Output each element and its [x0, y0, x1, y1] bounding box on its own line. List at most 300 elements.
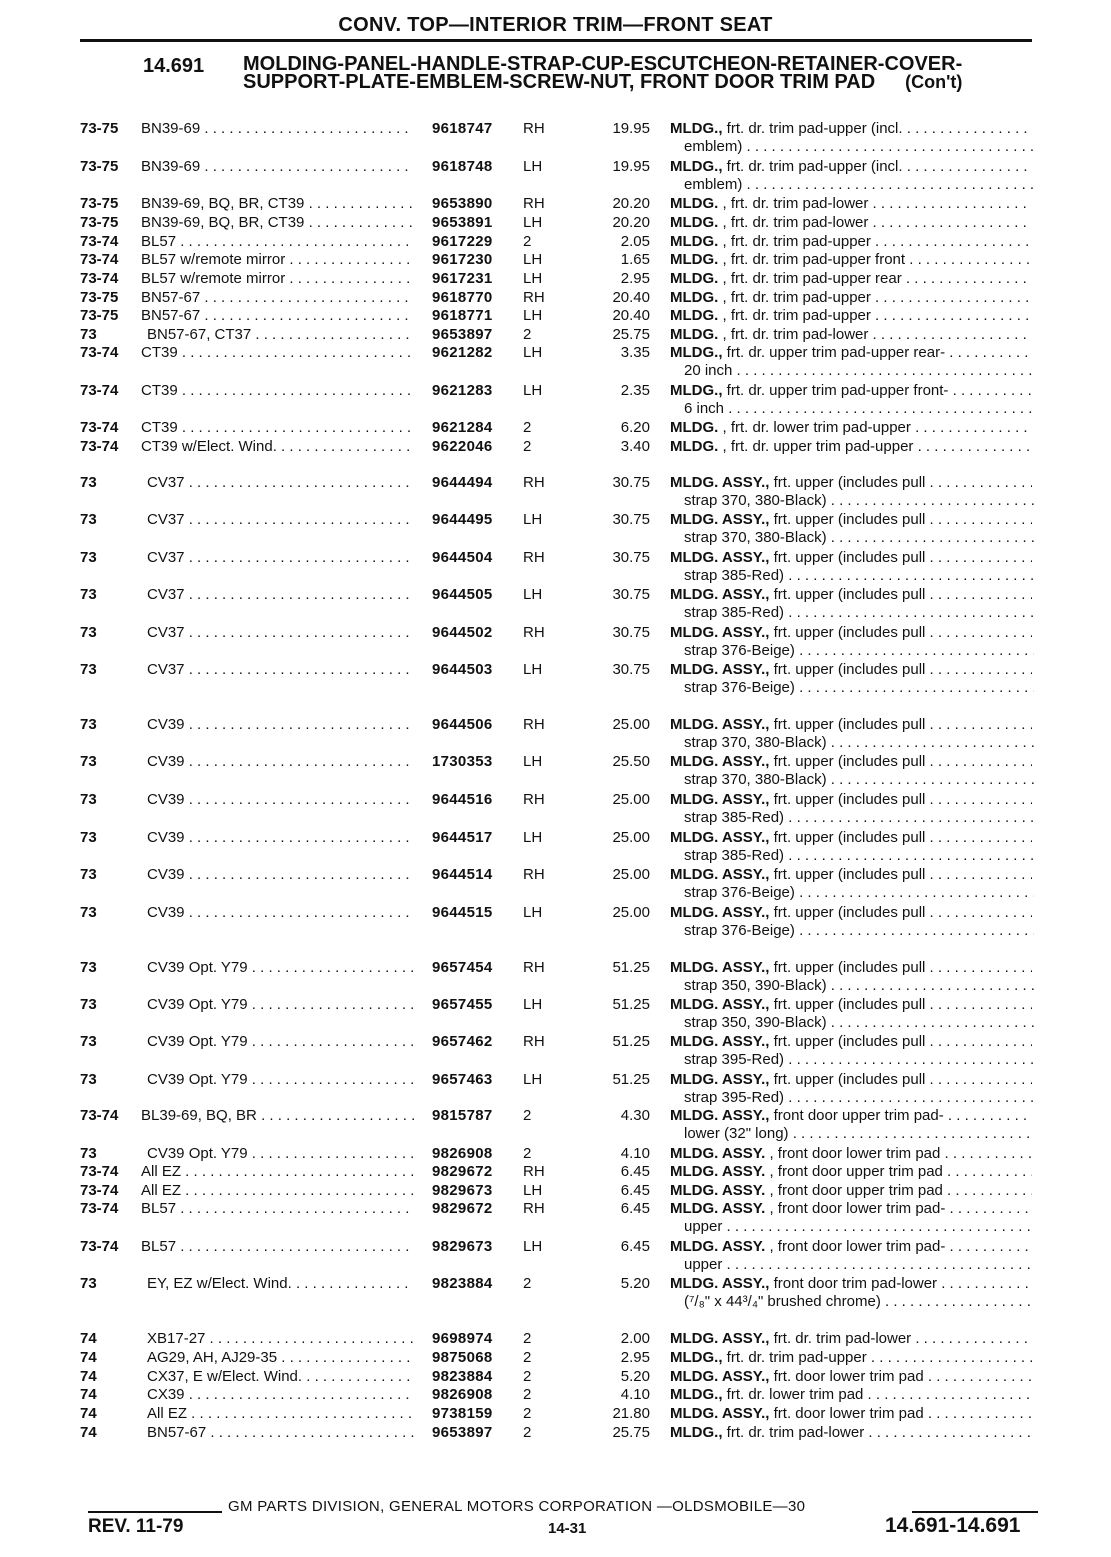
row-year: 73 [80, 661, 97, 678]
row-part-number: 9617230 [432, 251, 493, 268]
row-price: 6.45 [620, 1200, 650, 1217]
row-description [670, 1145, 1032, 1163]
row-year: 73-75 [80, 307, 119, 324]
row-model: CV37 . . . [147, 586, 414, 604]
row-quantity: LH [523, 158, 543, 175]
row-quantity: LH [523, 270, 543, 287]
row-description-abbrev: MLDG. ASSY. [670, 1200, 766, 1217]
row-part-number: 9826908 [432, 1145, 493, 1162]
row-part-number: 9621282 [432, 344, 493, 361]
row-price: 25.00 [612, 866, 650, 883]
section-continued: (Con't) [905, 72, 963, 92]
row-quantity: RH [523, 120, 545, 137]
row-price: 30.75 [612, 661, 650, 678]
row-price: 30.75 [612, 474, 650, 491]
row-model: CV39 . . . [147, 866, 414, 884]
row-quantity: 2 [523, 419, 532, 436]
row-description-abbrev: MLDG., [670, 158, 723, 175]
row-description [670, 996, 1032, 1014]
row-price: 20.40 [612, 307, 650, 324]
row-description-abbrev: MLDG. ASSY., [670, 1330, 770, 1347]
row-quantity: RH [523, 791, 545, 808]
row-price: 3.40 [620, 438, 650, 455]
row-description [670, 1071, 1032, 1089]
row-part-number: 9617231 [432, 270, 493, 287]
footer-rule-right [912, 1511, 1038, 1513]
row-description-text: , frt. dr. trim pad-upper [718, 289, 871, 306]
row-description-continued: strap 370, 380-Black) . . . [684, 734, 1034, 752]
row-model: All EZ . . . [147, 1405, 414, 1423]
row-year: 73-74 [80, 1238, 119, 1255]
row-description-text: frt. door lower trim pad [769, 1368, 924, 1385]
row-model: CV39 Opt. Y79 . . . [147, 1145, 414, 1163]
row-model: CV39 Opt. Y79 . . . [147, 1071, 414, 1089]
row-price: 25.00 [612, 829, 650, 846]
row-description-abbrev: MLDG. ASSY. [670, 1182, 766, 1199]
row-quantity: 2 [523, 1368, 532, 1385]
row-part-number: 1730353 [432, 753, 493, 770]
row-description-continued: strap 376-Beige) . . . [684, 922, 1034, 940]
row-description-abbrev: MLDG. ASSY. [670, 1145, 766, 1162]
row-price: 5.20 [620, 1368, 650, 1385]
row-year: 73 [80, 624, 97, 641]
row-quantity: LH [523, 661, 543, 678]
row-description-continued: strap 370, 380-Black) . . . [684, 771, 1034, 789]
row-quantity: LH [523, 251, 543, 268]
row-quantity: RH [523, 1200, 545, 1217]
row-year: 73 [80, 959, 97, 976]
row-part-number: 9618771 [432, 307, 493, 324]
row-part-number: 9698974 [432, 1330, 493, 1347]
row-part-number: 9617229 [432, 233, 493, 250]
row-model: BN39-69 . . . [141, 120, 414, 138]
row-part-number: 9644505 [432, 586, 493, 603]
row-description-text: frt. upper (includes pull [769, 624, 926, 641]
row-price: 6.45 [620, 1163, 650, 1180]
row-year: 73 [80, 829, 97, 846]
row-description-text: , frt. dr. upper trim pad-upper [718, 438, 914, 455]
row-price: 2.95 [620, 270, 650, 287]
row-year: 74 [80, 1368, 97, 1385]
row-description-abbrev: MLDG. [670, 326, 719, 343]
row-description-text: , frt. dr. trim pad-upper rear [718, 270, 902, 287]
row-model: BN57-67 . . . [141, 289, 414, 307]
row-description-abbrev: MLDG., [670, 344, 723, 361]
row-description-abbrev: MLDG. ASSY., [670, 829, 770, 846]
row-quantity: 2 [523, 1107, 532, 1124]
row-description [670, 866, 1032, 884]
row-description-text: frt. upper (includes pull [769, 511, 926, 528]
row-model: BN39-69, BQ, BR, CT39 . . . [141, 195, 414, 213]
row-description [670, 438, 1032, 456]
row-model: CV39 Opt. Y79 . . . [147, 1033, 414, 1051]
row-price: 6.20 [620, 419, 650, 436]
row-price: 30.75 [612, 511, 650, 528]
row-model: CT39 . . . [141, 344, 414, 362]
section-number: 14.691 [143, 55, 205, 77]
row-model: BN39-69 . . . [141, 158, 414, 176]
row-quantity: RH [523, 195, 545, 212]
page-header-title: CONV. TOP—INTERIOR TRIM—FRONT SEAT [338, 14, 773, 36]
row-model: CV39 . . . [147, 791, 414, 809]
row-price: 25.75 [612, 1424, 650, 1441]
row-price: 6.45 [620, 1238, 650, 1255]
row-quantity: RH [523, 1033, 545, 1050]
row-description-abbrev: MLDG. ASSY., [670, 549, 770, 566]
row-price: 30.75 [612, 549, 650, 566]
row-quantity: LH [523, 904, 543, 921]
footer-page-number: 14-31 [548, 1520, 587, 1537]
row-year: 73 [80, 866, 97, 883]
row-price: 3.35 [620, 344, 650, 361]
row-description-abbrev: MLDG. ASSY., [670, 959, 770, 976]
row-description-text: , frt. dr. trim pad-lower [718, 214, 869, 231]
row-description-continued: upper . . . [684, 1256, 1034, 1274]
row-description [670, 1330, 1032, 1348]
row-quantity: LH [523, 344, 543, 361]
row-year: 74 [80, 1349, 97, 1366]
row-model: AG29, AH, AJ29-35 . . . [147, 1349, 414, 1367]
row-year: 73-74 [80, 1163, 119, 1180]
row-quantity: LH [523, 214, 543, 231]
row-part-number: 9644503 [432, 661, 493, 678]
row-model: CV37 . . . [147, 474, 414, 492]
row-description-text: , frt. dr. trim pad-upper [718, 307, 871, 324]
row-price: 20.40 [612, 289, 650, 306]
row-year: 73-75 [80, 158, 119, 175]
row-price: 2.35 [620, 382, 650, 399]
row-model: CT39 . . . [141, 382, 414, 400]
row-description-abbrev: MLDG. ASSY., [670, 1275, 770, 1292]
row-part-number: 9829673 [432, 1238, 493, 1255]
row-description-continued: strap 385-Red) . . . [684, 604, 1034, 622]
row-part-number: 9644504 [432, 549, 493, 566]
row-description-abbrev: MLDG. ASSY., [670, 661, 770, 678]
row-year: 73 [80, 753, 97, 770]
footer-revision: REV. 11-79 [88, 1516, 184, 1537]
row-year: 73-74 [80, 438, 119, 455]
row-year: 74 [80, 1386, 97, 1403]
row-description-continued: 20 inch . . . [684, 362, 1034, 380]
row-description [670, 344, 1032, 362]
row-quantity: LH [523, 1071, 543, 1088]
row-model: CV37 . . . [147, 511, 414, 529]
row-model: CV37 . . . [147, 624, 414, 642]
row-price: 6.45 [620, 1182, 650, 1199]
row-description-text: frt. dr. trim pad-upper (incl. [722, 158, 903, 175]
row-year: 73-74 [80, 419, 119, 436]
row-description-continued: (⁷/₈" x 44³/₄" brushed chrome) . . . [684, 1293, 1034, 1311]
row-description-abbrev: MLDG. [670, 270, 719, 287]
row-description-abbrev: MLDG. [670, 289, 719, 306]
row-description-text: , front door upper trim pad [765, 1163, 943, 1180]
row-part-number: 9738159 [432, 1405, 493, 1422]
row-model: CV39 . . . [147, 904, 414, 922]
row-description [670, 791, 1032, 809]
row-description-continued: strap 376-Beige) . . . [684, 884, 1034, 902]
row-description-continued: strap 350, 390-Black) . . . [684, 977, 1034, 995]
row-description-text: , front door upper trim pad [765, 1182, 943, 1199]
row-description-text: frt. upper (includes pull [769, 1033, 926, 1050]
row-description-abbrev: MLDG. ASSY., [670, 904, 770, 921]
row-part-number: 9657454 [432, 959, 493, 976]
row-description-text: frt. upper (includes pull [769, 586, 926, 603]
row-year: 73-74 [80, 1182, 119, 1199]
row-price: 25.50 [612, 753, 650, 770]
row-description-continued: emblem) . . . [684, 176, 1034, 194]
row-year: 73 [80, 791, 97, 808]
row-model: BL57 w/remote mirror . . . [141, 251, 414, 269]
row-part-number: 9815787 [432, 1107, 493, 1124]
row-model: CT39 . . . [141, 419, 414, 437]
row-price: 1.65 [620, 251, 650, 268]
row-description-continued: strap 385-Red) . . . [684, 847, 1034, 865]
row-description [670, 586, 1032, 604]
row-description [670, 251, 1032, 269]
row-description-text: , front door lower trim pad- [765, 1238, 946, 1255]
row-year: 73 [80, 716, 97, 733]
row-description-text: frt. upper (includes pull [769, 753, 926, 770]
row-price: 5.20 [620, 1275, 650, 1292]
row-quantity: LH [523, 586, 543, 603]
row-quantity: 2 [523, 1145, 532, 1162]
row-description-continued: strap 385-Red) . . . [684, 809, 1034, 827]
row-year: 73-74 [80, 233, 119, 250]
row-description-abbrev: MLDG. ASSY., [670, 1071, 770, 1088]
row-year: 73 [80, 1033, 97, 1050]
row-description [670, 829, 1032, 847]
row-year: 73-74 [80, 251, 119, 268]
row-description [670, 1163, 1032, 1181]
row-model: BN57-67 . . . [141, 307, 414, 325]
row-model: XB17-27 . . . [147, 1330, 414, 1348]
row-description-abbrev: MLDG. ASSY. [670, 1163, 766, 1180]
footer-corporation: GM PARTS DIVISION, GENERAL MOTORS CORPORATION —OLDSMOBILE—30 [228, 1498, 806, 1515]
row-part-number: 9618748 [432, 158, 493, 175]
row-year: 74 [80, 1424, 97, 1441]
row-quantity: RH [523, 289, 545, 306]
row-price: 30.75 [612, 624, 650, 641]
row-year: 73 [80, 511, 97, 528]
row-price: 25.00 [612, 791, 650, 808]
row-part-number: 9829672 [432, 1200, 493, 1217]
row-description [670, 195, 1032, 213]
row-description-abbrev: MLDG. [670, 419, 719, 436]
row-description-text: frt. upper (includes pull [769, 716, 926, 733]
row-year: 73-75 [80, 289, 119, 306]
row-description [670, 233, 1032, 251]
row-part-number: 9657463 [432, 1071, 493, 1088]
row-description [670, 214, 1032, 232]
row-price: 25.00 [612, 904, 650, 921]
row-description-text: frt. upper (includes pull [769, 791, 926, 808]
row-description-abbrev: MLDG. [670, 195, 719, 212]
row-part-number: 9621283 [432, 382, 493, 399]
row-year: 73-74 [80, 1107, 119, 1124]
row-year: 73 [80, 904, 97, 921]
row-description-abbrev: MLDG., [670, 120, 723, 137]
row-description [670, 419, 1032, 437]
row-price: 20.20 [612, 214, 650, 231]
row-quantity: LH [523, 382, 543, 399]
row-description-text: frt. upper (includes pull [769, 904, 926, 921]
row-description-text: frt. dr. lower trim pad [722, 1386, 864, 1403]
row-description-continued: strap 350, 390-Black) . . . [684, 1014, 1034, 1032]
row-year: 73-74 [80, 344, 119, 361]
row-part-number: 9644516 [432, 791, 493, 808]
row-part-number: 9653891 [432, 214, 493, 231]
row-part-number: 9644494 [432, 474, 493, 491]
row-quantity: LH [523, 1182, 543, 1199]
row-description [670, 1275, 1032, 1293]
row-description-abbrev: MLDG. ASSY., [670, 1405, 770, 1422]
row-description [670, 474, 1032, 492]
row-description-abbrev: MLDG. ASSY., [670, 1368, 770, 1385]
row-description [670, 1033, 1032, 1051]
row-description [670, 382, 1032, 400]
row-quantity: RH [523, 549, 545, 566]
row-year: 73 [80, 1275, 97, 1292]
row-description-abbrev: MLDG. ASSY., [670, 511, 770, 528]
row-model: BL39-69, BQ, BR . . . [141, 1107, 414, 1125]
row-year: 73-74 [80, 382, 119, 399]
row-year: 73-75 [80, 214, 119, 231]
row-description [670, 716, 1032, 734]
row-year: 73-74 [80, 1200, 119, 1217]
row-part-number: 9644514 [432, 866, 493, 883]
section-title-text: MOLDING-PANEL-HANDLE-STRAP-CUP-ESCUTCHEON-RETAINER-COVER-SUPPORT-PLATE-EMBLEM-SCREW-NUT, FRONT DOOR TRIM PAD [243, 53, 963, 93]
row-part-number: 9657455 [432, 996, 493, 1013]
row-year: 73 [80, 474, 97, 491]
row-model: CV37 . . . [147, 661, 414, 679]
row-price: 2.95 [620, 1349, 650, 1366]
row-description-abbrev: MLDG. ASSY., [670, 716, 770, 733]
row-description-text: , front door lower trim pad- [765, 1200, 946, 1217]
row-description-abbrev: MLDG. ASSY., [670, 753, 770, 770]
row-description-continued: strap 395-Red) . . . [684, 1051, 1034, 1069]
row-description [670, 1182, 1032, 1200]
row-description-continued: upper . . . [684, 1218, 1034, 1236]
row-description-text: frt. dr. trim pad-lower [722, 1424, 865, 1441]
row-part-number: 9875068 [432, 1349, 493, 1366]
row-description [670, 1386, 1032, 1404]
row-quantity: RH [523, 474, 545, 491]
row-year: 73 [80, 549, 97, 566]
footer-rule-left [88, 1511, 222, 1513]
row-description-abbrev: MLDG. [670, 233, 719, 250]
row-description [670, 307, 1032, 325]
row-description [670, 158, 1032, 176]
row-description-abbrev: MLDG. [670, 307, 719, 324]
row-model: CV37 . . . [147, 549, 414, 567]
row-description-text: frt. upper (includes pull [769, 959, 926, 976]
row-description [670, 1200, 1032, 1218]
row-description [670, 1349, 1032, 1367]
row-year: 74 [80, 1405, 97, 1422]
row-description-abbrev: MLDG. [670, 214, 719, 231]
row-quantity: 2 [523, 1405, 532, 1422]
row-model: CT39 w/Elect. Wind. . . . [141, 438, 414, 456]
row-description [670, 549, 1032, 567]
row-quantity: RH [523, 866, 545, 883]
row-part-number: 9826908 [432, 1386, 493, 1403]
row-description-abbrev: MLDG. [670, 438, 719, 455]
row-description-text: frt. dr. trim pad-lower [769, 1330, 912, 1347]
row-quantity: 2 [523, 1424, 532, 1441]
row-description-text: frt. door lower trim pad [769, 1405, 924, 1422]
row-part-number: 9829672 [432, 1163, 493, 1180]
row-description-text: frt. dr. trim pad-upper (incl. [722, 120, 903, 137]
row-description-abbrev: MLDG. ASSY., [670, 791, 770, 808]
footer-section-range: 14.691-14.691 [885, 1514, 1021, 1537]
row-quantity: 2 [523, 438, 532, 455]
row-year: 73-75 [80, 195, 119, 212]
row-year: 74 [80, 1330, 97, 1347]
row-part-number: 9621284 [432, 419, 493, 436]
row-part-number: 9644517 [432, 829, 493, 846]
row-description-abbrev: MLDG., [670, 1386, 723, 1403]
row-model: All EZ . . . [141, 1163, 414, 1181]
row-model: All EZ . . . [141, 1182, 414, 1200]
row-description-text: frt. dr. upper trim pad-upper rear- [722, 344, 946, 361]
row-part-number: 9618747 [432, 120, 493, 137]
row-description-text: , frt. dr. trim pad-upper front [718, 251, 906, 268]
row-price: 25.75 [612, 326, 650, 343]
row-price: 51.25 [612, 1071, 650, 1088]
row-description-text: , frt. dr. trim pad-upper [718, 233, 871, 250]
row-quantity: RH [523, 1163, 545, 1180]
row-description-abbrev: MLDG., [670, 382, 723, 399]
row-description-abbrev: MLDG., [670, 1424, 723, 1441]
row-price: 2.05 [620, 233, 650, 250]
row-description-continued: strap 395-Red) . . . [684, 1089, 1034, 1107]
row-part-number: 9644506 [432, 716, 493, 733]
row-part-number: 9823884 [432, 1275, 493, 1292]
row-price: 4.10 [620, 1386, 650, 1403]
row-quantity: 2 [523, 1386, 532, 1403]
row-quantity: 2 [523, 1275, 532, 1292]
row-description-text: front door upper trim pad- [769, 1107, 944, 1124]
row-description [670, 1405, 1032, 1423]
row-description-text: frt. dr. upper trim pad-upper front- [722, 382, 949, 399]
row-price: 4.10 [620, 1145, 650, 1162]
row-quantity: LH [523, 829, 543, 846]
row-description [670, 289, 1032, 307]
row-part-number: 9653897 [432, 1424, 493, 1441]
row-description-text: , front door lower trim pad [765, 1145, 941, 1162]
row-model: CV39 . . . [147, 753, 414, 771]
row-description-text: , frt. dr. trim pad-lower [718, 326, 869, 343]
row-model: CV39 Opt. Y79 . . . [147, 959, 414, 977]
row-description-text: frt. upper (includes pull [769, 549, 926, 566]
row-part-number: 9823884 [432, 1368, 493, 1385]
row-description [670, 904, 1032, 922]
row-quantity: LH [523, 307, 543, 324]
row-description-abbrev: MLDG., [670, 1349, 723, 1366]
row-quantity: RH [523, 624, 545, 641]
row-description [670, 1368, 1032, 1386]
row-quantity: 2 [523, 233, 532, 250]
row-description-continued: strap 385-Red) . . . [684, 567, 1034, 585]
row-part-number: 9657462 [432, 1033, 493, 1050]
row-year: 73 [80, 996, 97, 1013]
row-model: BL57 . . . [141, 1238, 414, 1256]
row-price: 4.30 [620, 1107, 650, 1124]
row-price: 51.25 [612, 959, 650, 976]
row-quantity: RH [523, 959, 545, 976]
row-description-continued: emblem) . . . [684, 138, 1034, 156]
row-quantity: 2 [523, 1330, 532, 1347]
